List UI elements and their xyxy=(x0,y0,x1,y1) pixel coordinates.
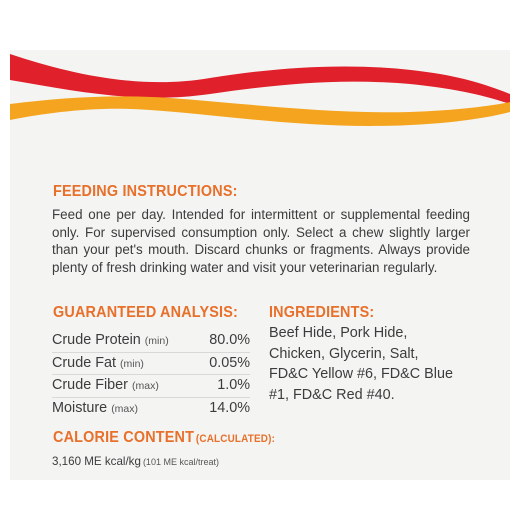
guaranteed-analysis-table xyxy=(52,330,250,420)
decorative-wave-banner xyxy=(10,50,510,140)
product-info-panel xyxy=(10,50,510,480)
analysis-label: Crude Protein xyxy=(52,332,141,348)
calorie-per-treat: (101 ME kcal/treat) xyxy=(142,457,219,467)
orange-wave xyxy=(10,96,510,126)
calorie-value-line xyxy=(52,455,219,468)
analysis-label: Crude Fiber xyxy=(52,377,128,394)
ingredients-text: Beef Hide, Pork Hide, Chicken, Glycerin, Salt, FD&C Yellow #6, FD&C Blue #1, FD&C Red #40. xyxy=(269,325,453,403)
calorie-subtitle: (CALCULATED): xyxy=(195,433,276,445)
analysis-value: 14.0% xyxy=(209,400,250,417)
analysis-value: 0.05% xyxy=(209,354,250,371)
analysis-qualifier: (min) xyxy=(144,335,169,347)
ingredients-heading: INGREDIENTS: xyxy=(269,304,375,321)
guaranteed-analysis-heading: GUARANTEED ANALYSIS: xyxy=(53,304,238,321)
analysis-label: Crude Fat xyxy=(52,354,116,371)
analysis-row xyxy=(52,330,250,353)
calorie-value: 3,160 ME kcal/kg xyxy=(52,455,141,468)
analysis-qualifier: (min) xyxy=(120,357,144,370)
red-wave xyxy=(10,54,510,104)
feeding-instructions-heading: FEEDING INSTRUCTIONS: xyxy=(53,183,238,200)
analysis-row xyxy=(52,398,250,420)
analysis-value: 1.0% xyxy=(217,377,250,394)
analysis-label: Moisture xyxy=(52,400,108,417)
analysis-qualifier: (max) xyxy=(131,380,159,393)
calorie-content-heading xyxy=(53,429,275,447)
analysis-row xyxy=(52,375,250,398)
calorie-title: CALORIE CONTENT xyxy=(53,429,195,446)
feeding-instructions-text: Feed one per day. Intended for intermittent or supplemental feeding only. For supervised consumption only. Select a chew slightly larger than your pet's mouth. Discard chunks or fragments. Always provide plenty of fresh drinking water and visit your veterinarian regularly. xyxy=(52,207,470,275)
analysis-value: 80.0% xyxy=(209,332,250,348)
analysis-qualifier: (max) xyxy=(111,403,139,416)
analysis-row xyxy=(52,353,250,376)
